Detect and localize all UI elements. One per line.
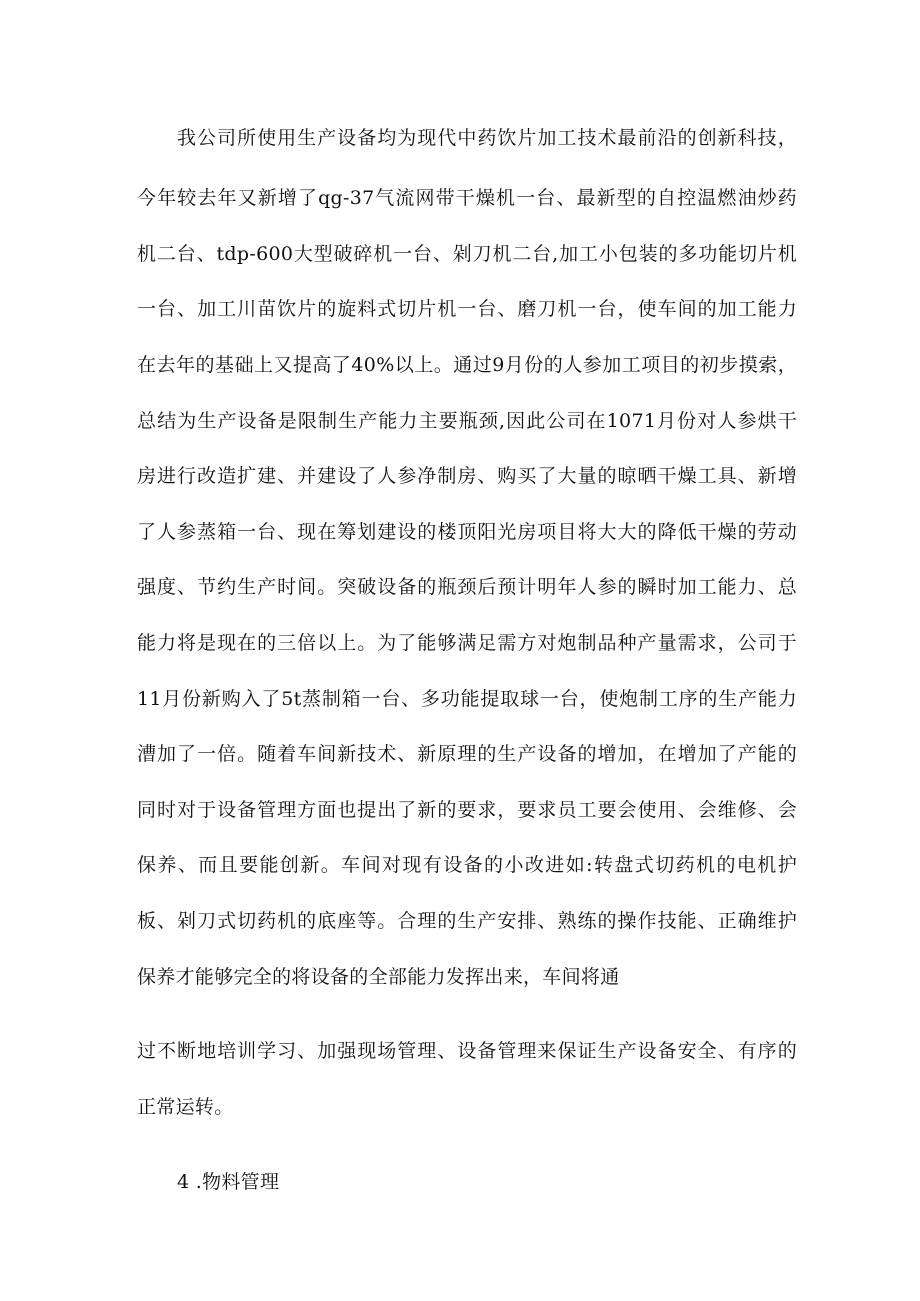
paragraph-1-line-13: 同时对于设备管理方面也提出了新的要求，要求员工要会使用、会维修、会 [137, 799, 797, 821]
paragraph-1-line-1: 我公司所使用生产设备均为现代中药饮片加工技术最前沿的创新科技， [177, 127, 797, 149]
paragraph-1-line-15: 板、剁刀式切药机的底座等。合理的生产安排、熟练的操作技能、正确维护 [137, 910, 797, 932]
paragraph-1-line-9: 强度、节约生产时间。突破设备的瓶颈后预计明年人参的瞬时加工能力、总 [137, 576, 797, 598]
paragraph-1-line-7: 房进行改造扩建、并建设了人参净制房、购买了大量的晾晒干燥工具、新增 [137, 465, 797, 487]
paragraph-1-line-6: 总结为生产设备是限制生产能力主要瓶颈,因此公司在1071月份对人参烘干 [137, 410, 797, 432]
paragraph-1-line-16: 保养才能够完全的将设备的全部能力发挥出来，车间将通 [137, 966, 620, 988]
paragraph-1-line-10: 能力将是现在的三倍以上。为了能够满足需方对炮制品种产量需求，公司于 [137, 632, 797, 654]
paragraph-2-line-1: 过不断地培训学习、加强现场管理、设备管理来保证生产设备安全、有序的 [137, 1040, 797, 1062]
paragraph-2-line-2: 正常运转。 [137, 1096, 234, 1118]
paragraph-1-line-4: 一台、加工川苗饮片的旋料式切片机一台、磨刀机一台，使车间的加工能力 [137, 298, 797, 320]
paragraph-1-line-3: 机二台、tdp-600大型破碎机一台、剁刀机二台,加工小包装的多功能切片机 [137, 243, 797, 265]
section-heading: 4 .物料管理 [177, 1171, 280, 1193]
paragraph-1-line-12: 漕加了一倍。随着车间新技术、新原理的生产设备的增加，在增加了产能的 [137, 743, 797, 765]
paragraph-1-line-2: 今年较去年又新增了qg-37气流网带干燥机一台、最新型的自控温燃油炒药 [137, 187, 797, 209]
paragraph-1-line-11: 11月份新购入了5t蒸制箱一台、多功能提取球一台，使炮制工序的生产能力 [137, 688, 797, 710]
paragraph-1-line-14: 保养、而且要能创新。车间对现有设备的小改进如:转盘式切药机的电机护 [137, 854, 797, 876]
paragraph-1-line-8: 了人参蒸箱一台、现在筹划建设的楼顶阳光房项目将大大的降低干燥的劳动 [137, 521, 797, 543]
paragraph-1-line-5: 在去年的基础上又提高了40%以上。通过9月份的人参加工项目的初步摸索， [137, 354, 797, 376]
